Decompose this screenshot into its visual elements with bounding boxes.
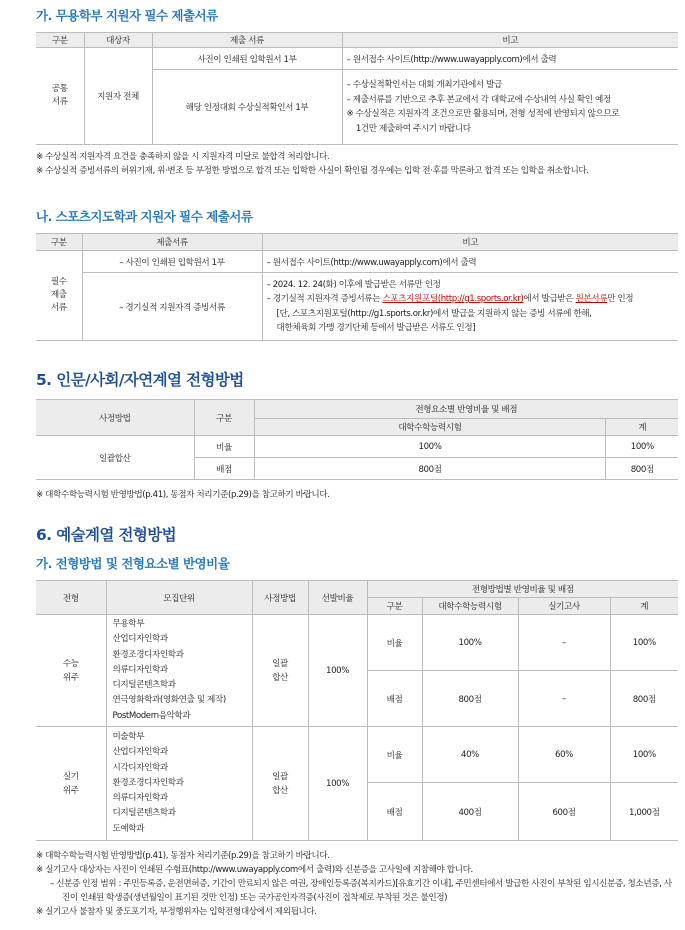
- footnote: ※ 실기고사 불참자 및 중도포기자, 부정행위자는 입학전형대상에서 제외됩니다.: [36, 907, 317, 917]
- unit-list: [106, 615, 252, 727]
- remark-line: [단, 스포츠지원포털(http://g1.sports.or.kr)에서 발급을 지원하지 않는 증빙 서류에 한해,: [276, 308, 592, 319]
- footnote: ※ 대학수학능력시험 반영방법(p.41), 동점자 처리기준(p.29)을 참고하기 바랍니다.: [36, 490, 330, 500]
- header-method: 사정방법: [252, 581, 308, 615]
- doc-cell: 사진이 인쇄된 입학원서 1부: [152, 48, 342, 70]
- header-total: 계: [606, 419, 678, 436]
- remark-cell: [342, 70, 678, 145]
- footnote: ※ 수상실적 지원자격 요건을 충족하지 않을 시 지원자격 미달로 불합격 처리합니다.: [36, 152, 330, 162]
- section-6-title: 6. 예술계열 전형방법: [36, 526, 177, 544]
- method-cell: 일괄 합산: [252, 727, 308, 841]
- unit-item: 산업디자인학과: [112, 634, 168, 645]
- header-select: 선발비율: [308, 581, 367, 615]
- csat-cell: 100%: [254, 436, 606, 458]
- header-practical: 실기고사: [518, 598, 610, 615]
- remark-line: – 제출서류를 기반으로 추후 본교에서 각 대학교에 수상내역 사실 확인 예정: [346, 94, 611, 105]
- footnote: ※ 실기고사 대상자는 사진이 인쇄된 수험표(http://www.uwayapply.com에서 출력)와 신분증을 고사일에 지참해야 합니다.: [36, 865, 473, 875]
- section-b-table: [36, 233, 678, 341]
- unit-item: 의류디자인학과: [112, 664, 168, 675]
- practical-cell: –: [518, 615, 610, 671]
- unit-item: PostModern음악학과: [112, 710, 191, 721]
- section-a-table: [36, 32, 678, 145]
- doc-cell: – 경기실적 지원자격 증빙서류: [82, 273, 262, 341]
- doc-cell: – 사진이 인쇄된 입학원서 1부: [82, 251, 262, 273]
- target-cell: 지원자 전체: [84, 48, 152, 145]
- practical-cell: 60%: [518, 727, 610, 783]
- remark-line: ※ 수상실적은 지원자격 조건으로만 활용되며, 전형 성적에 반영되지 않으므로: [346, 109, 620, 119]
- total-cell: 800점: [606, 458, 678, 480]
- type-cell: 배점: [194, 458, 254, 480]
- section-5-note: [36, 488, 678, 502]
- csat-cell: 400점: [422, 783, 518, 841]
- unit-item: 무용학부: [112, 618, 145, 629]
- csat-cell: 40%: [422, 727, 518, 783]
- total-cell: 100%: [610, 727, 678, 783]
- footnote: ※ 수상실적 증빙서류의 허위기재, 위·변조 등 부정한 방법으로 합격 또는 입학한 사실이 확인될 경우에는 입학 전·후를 막론하고 합격 또는 입학을 취소합니다.: [36, 166, 589, 176]
- section-a-footnotes: [36, 150, 678, 178]
- section-6-table: [36, 580, 678, 841]
- select-cell: 100%: [308, 727, 367, 841]
- header-csat: 대학수학능력시험: [254, 419, 606, 436]
- unit-item: 도예학과: [112, 823, 145, 834]
- header-target: 대상자: [84, 33, 152, 48]
- header-remarks: 비고: [262, 234, 678, 251]
- track-cell: 수능 위주: [36, 615, 106, 727]
- method-cell: 일괄합산: [36, 436, 194, 480]
- method-cell: 일괄 합산: [252, 615, 308, 727]
- type-cell: 비율: [367, 615, 422, 671]
- type-cell: 배점: [367, 783, 422, 841]
- portal-link-text: 스포츠지원포털(http://g1.sports.or.kr): [382, 294, 524, 304]
- total-cell: 100%: [606, 436, 678, 458]
- unit-item: 디지털콘텐츠학과: [112, 680, 176, 691]
- csat-cell: 100%: [422, 615, 518, 671]
- unit-item: 환경조경디자인학과: [112, 777, 184, 788]
- header-documents: 제출서류: [82, 234, 262, 251]
- header-documents: 제출 서류: [152, 33, 342, 48]
- unit-item: 미술학부: [112, 731, 145, 742]
- remark-line: 대한체육회 가맹 경기단체 등에서 발급받은 서류도 인정]: [276, 323, 476, 333]
- unit-item: 연극영화학과(영화연출 및 제작): [112, 695, 226, 706]
- section-b-title: 나. 스포츠지도학과 지원자 필수 제출서류: [36, 209, 253, 224]
- type-cell: 비율: [194, 436, 254, 458]
- doc-cell: 해당 인정대회 수상실적확인서 1부: [152, 70, 342, 145]
- section-5-title: 5. 인문/사회/자연계열 전형방법: [36, 371, 244, 389]
- csat-cell: 800점: [254, 458, 606, 480]
- header-group: 전형방법별 반영비율 및 배점: [367, 581, 678, 598]
- header-category: 구분: [36, 234, 82, 251]
- original-doc-text: 원본서류: [575, 294, 608, 304]
- practical-cell: –: [518, 671, 610, 727]
- type-cell: 배점: [367, 671, 422, 727]
- group-label: 필수 제출 서류: [36, 251, 82, 341]
- remark-cell: – 원서접수 사이트(http://www.uwayapply.com)에서 출력: [342, 48, 678, 70]
- section-6-subtitle: 가. 전형방법 및 전형요소별 반영비율: [36, 556, 230, 571]
- practical-cell: 600점: [518, 783, 610, 841]
- remark-line: – 수상실적확인서는 대회 개최기관에서 발급: [346, 80, 502, 90]
- footnote-detail: – 신분증 인정 범위 : 주민등록증, 운전면허증, 기간이 만료되지 않은 여권, 장애인등록증(복지카드)[유효기간 이내], 주민센터에서 발급한 사진이 부착된 임시신분증, 청소년증, 사진이 인쇄된 학생증(생년월일이 표기된 것만 인정) 또는 국가공인자격증(사진이 접착제로 부착된 것은 불인정): [50, 879, 672, 903]
- remark-text: – 경기실적 지원자격 증빙서류는: [266, 294, 383, 304]
- unit-item: 의류디자인학과: [112, 793, 168, 804]
- header-track: 전형: [36, 581, 106, 615]
- select-cell: 100%: [308, 615, 367, 727]
- unit-item: 디지털콘텐츠학과: [112, 808, 176, 819]
- header-type: 구분: [194, 400, 254, 436]
- remark-cell: [262, 273, 678, 341]
- total-cell: 800점: [610, 671, 678, 727]
- group-label: 공통 서류: [36, 48, 84, 145]
- section-6-notes: [36, 849, 678, 919]
- header-group: 전형요소별 반영비율 및 배점: [254, 400, 678, 419]
- track-cell: 실기 위주: [36, 727, 106, 841]
- header-total: 계: [610, 598, 678, 615]
- header-csat: 대학수학능력시험: [422, 598, 518, 615]
- footnote: ※ 대학수학능력시험 반영방법(p.41), 동점자 처리기준(p.29)을 참고하기 바랍니다.: [36, 851, 330, 861]
- remark-text: 에서 발급받은: [523, 294, 576, 304]
- total-cell: 100%: [610, 615, 678, 671]
- unit-item: 시각디자인학과: [112, 762, 168, 773]
- total-cell: 1,000점: [610, 783, 678, 841]
- header-category: 구분: [36, 33, 84, 48]
- header-remarks: 비고: [342, 33, 678, 48]
- unit-item: 산업디자인학과: [112, 747, 168, 758]
- remark-cell: – 원서접수 사이트(http://www.uwayapply.com)에서 출력: [262, 251, 678, 273]
- unit-list: [106, 727, 252, 841]
- header-method: 사정방법: [36, 400, 194, 436]
- header-type: 구분: [367, 598, 422, 615]
- type-cell: 비율: [367, 727, 422, 783]
- csat-cell: 800점: [422, 671, 518, 727]
- remark-line: [267, 292, 675, 307]
- header-unit: 모집단위: [106, 581, 252, 615]
- unit-item: 환경조경디자인학과: [112, 649, 184, 660]
- remark-text: 만 인정: [607, 294, 634, 304]
- section-5-table: [36, 399, 678, 480]
- remark-line: 1건만 제출하여 주시기 바랍니다: [346, 123, 471, 134]
- remark-line: – 2024. 12. 24(화) 이후에 발급받은 서류만 인정: [266, 279, 441, 290]
- section-a-title: 가. 무용학부 지원자 필수 제출서류: [36, 8, 218, 23]
